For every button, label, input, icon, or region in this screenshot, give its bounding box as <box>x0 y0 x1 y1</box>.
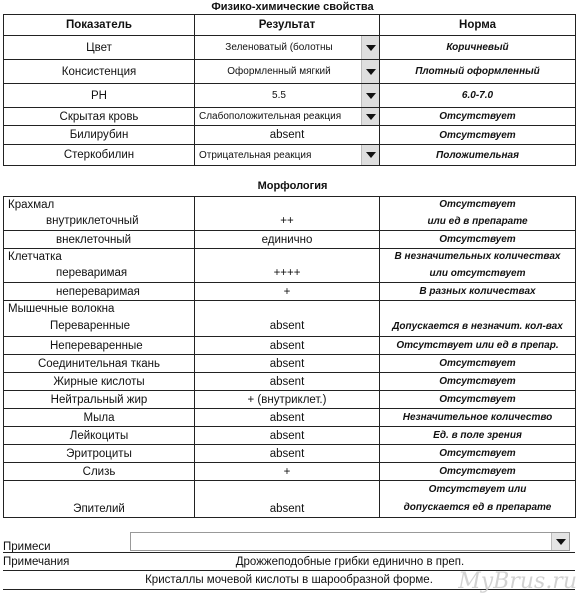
morph-title: Морфология <box>257 180 328 192</box>
ph-select[interactable] <box>195 84 380 108</box>
result-value: absent <box>195 355 380 373</box>
starch-extra-row <box>4 231 576 249</box>
dropdown-button[interactable] <box>361 84 379 107</box>
row-label: Билирубин <box>4 126 195 145</box>
select-value: 5.5 <box>272 90 286 101</box>
header-norm: Норма <box>380 15 576 36</box>
select-value: Оформленный мягкий <box>227 66 331 77</box>
row-label: Стеркобилин <box>4 145 195 166</box>
row-label: PH <box>4 84 195 108</box>
norm-value: Отсутствует <box>380 126 576 145</box>
row-occult-blood <box>4 108 576 126</box>
muscle-digested-row <box>4 317 576 337</box>
note-line-2: Кристаллы мочевой кислоты в шарообразной форме. <box>145 574 433 586</box>
norm-value: Отсутствует или ед в препар. <box>380 337 576 355</box>
row-label: непереваримая <box>4 283 195 301</box>
morph-table <box>3 196 576 518</box>
norm-value: В незначительных количествах <box>380 249 576 265</box>
row-label: Скрытая кровь <box>4 108 195 126</box>
row-label: Эпителий <box>4 481 195 518</box>
row-consistency <box>4 60 576 84</box>
row-label: внеклеточный <box>4 231 195 249</box>
row-bilirubin <box>4 126 576 145</box>
result-value: absent <box>195 481 380 518</box>
select-value: Отрицательная реакция <box>199 149 312 161</box>
row-label: Нейтральный жир <box>4 391 195 409</box>
dropdown-button[interactable] <box>361 36 379 59</box>
result-value: ++ <box>195 213 380 231</box>
row-stercobilin <box>4 145 576 166</box>
physchem-table <box>3 14 576 166</box>
row-label: Эритроциты <box>4 445 195 463</box>
row-ph <box>4 84 576 108</box>
result-value: + (внутриклет.) <box>195 391 380 409</box>
row-label: переваримая <box>4 265 195 283</box>
empty-cell <box>195 301 380 317</box>
impurities-label: Примеси <box>3 541 51 553</box>
empty-cell <box>380 301 576 317</box>
watermark-logo: MyBrus.ru <box>458 569 577 594</box>
result-value: absent <box>195 317 380 337</box>
color-select[interactable] <box>195 36 380 60</box>
select-value: Слабоположительная реакция <box>199 111 342 122</box>
row-soaps <box>4 409 576 427</box>
result-value: absent <box>195 373 380 391</box>
norm-value: Отсутствует <box>380 231 576 249</box>
select-value: Зеленоватый (болотны <box>225 42 333 53</box>
row-neutral-fat <box>4 391 576 409</box>
norm-value: Отсутствует <box>380 391 576 409</box>
chevron-down-icon <box>366 114 376 120</box>
divider <box>3 552 575 553</box>
norm-value: Отсутствует <box>380 197 576 213</box>
row-label: Жирные кислоты <box>4 373 195 391</box>
norm-value <box>380 481 576 518</box>
norm-value: Коричневый <box>380 36 576 60</box>
dropdown-button[interactable] <box>361 145 379 165</box>
row-label: Соединительная ткань <box>4 355 195 373</box>
norm-value: Положительная <box>380 145 576 166</box>
norm-value: 6.0-7.0 <box>380 84 576 108</box>
result-value: absent <box>195 337 380 355</box>
empty-cell <box>195 249 380 265</box>
norm-value: Незначительное количество <box>380 409 576 427</box>
muscle-row <box>4 301 576 317</box>
row-mucus <box>4 463 576 481</box>
header-result: Результат <box>195 15 380 36</box>
muscle-label: Мышечные волокна <box>4 301 195 317</box>
norm-value: Допускается в незначит. кол-вах <box>380 317 576 337</box>
row-connective <box>4 355 576 373</box>
result-value: + <box>195 283 380 301</box>
dropdown-button[interactable] <box>361 108 379 125</box>
norm-value: Плотный оформленный <box>380 60 576 84</box>
occult-blood-select[interactable] <box>195 108 380 126</box>
dropdown-button[interactable] <box>361 60 379 83</box>
impurities-select[interactable] <box>130 532 570 551</box>
notes-label: Примечания <box>3 556 70 568</box>
result-value: единично <box>195 231 380 249</box>
fiber-digest-row <box>4 265 576 283</box>
norm-value: Отсутствует <box>380 445 576 463</box>
norm-value: Отсутствует <box>380 373 576 391</box>
muscle-undigested-row <box>4 337 576 355</box>
row-leukocytes <box>4 427 576 445</box>
chevron-down-icon <box>556 539 566 545</box>
norm-value: В разных количествах <box>380 283 576 301</box>
dropdown-button[interactable] <box>551 533 569 550</box>
row-label: Мыла <box>4 409 195 427</box>
row-label: Непереваренные <box>4 337 195 355</box>
result-value: absent <box>195 126 380 145</box>
norm-value: Отсутствует <box>380 463 576 481</box>
row-epithelium <box>4 481 576 518</box>
fiber-indigest-row <box>4 283 576 301</box>
result-value: absent <box>195 445 380 463</box>
chevron-down-icon <box>366 45 376 51</box>
norm-line-1: Отсутствует или <box>428 484 527 495</box>
chevron-down-icon <box>366 69 376 75</box>
norm-value: Отсутствует <box>380 355 576 373</box>
empty-cell <box>195 197 380 213</box>
fiber-label: Клетчатка <box>4 249 195 265</box>
header-indicator: Показатель <box>4 15 195 36</box>
chevron-down-icon <box>366 93 376 99</box>
row-label: Консистенция <box>4 60 195 84</box>
note-line-1: Дрожжеподобные грибки единично в преп. <box>235 556 465 568</box>
row-erythrocytes <box>4 445 576 463</box>
row-label: Слизь <box>4 463 195 481</box>
row-fatty-acids <box>4 373 576 391</box>
fiber-row <box>4 249 576 265</box>
norm-line-2: допускается ед в препарате <box>403 502 552 513</box>
norm-value: Отсутствует <box>380 108 576 126</box>
row-label: Переваренные <box>4 317 195 337</box>
norm-value: Ед. в поле зрения <box>380 427 576 445</box>
result-value: + <box>195 463 380 481</box>
result-value: ++++ <box>195 265 380 283</box>
starch-intra-row <box>4 213 576 231</box>
result-value: absent <box>195 409 380 427</box>
norm-value: или ед в препарате <box>380 213 576 231</box>
physchem-header-row <box>4 15 576 36</box>
row-label: Лейкоциты <box>4 427 195 445</box>
chevron-down-icon <box>366 152 376 158</box>
result-value: absent <box>195 427 380 445</box>
norm-value: или отсутствует <box>380 265 576 283</box>
stercobilin-select[interactable] <box>195 145 380 166</box>
row-color <box>4 36 576 60</box>
physchem-title: Физико-химические свойства <box>211 1 374 13</box>
row-label: Цвет <box>4 36 195 60</box>
starch-row <box>4 197 576 213</box>
starch-label: Крахмал <box>4 197 195 213</box>
row-label: внутриклеточный <box>4 213 195 231</box>
consistency-select[interactable] <box>195 60 380 84</box>
